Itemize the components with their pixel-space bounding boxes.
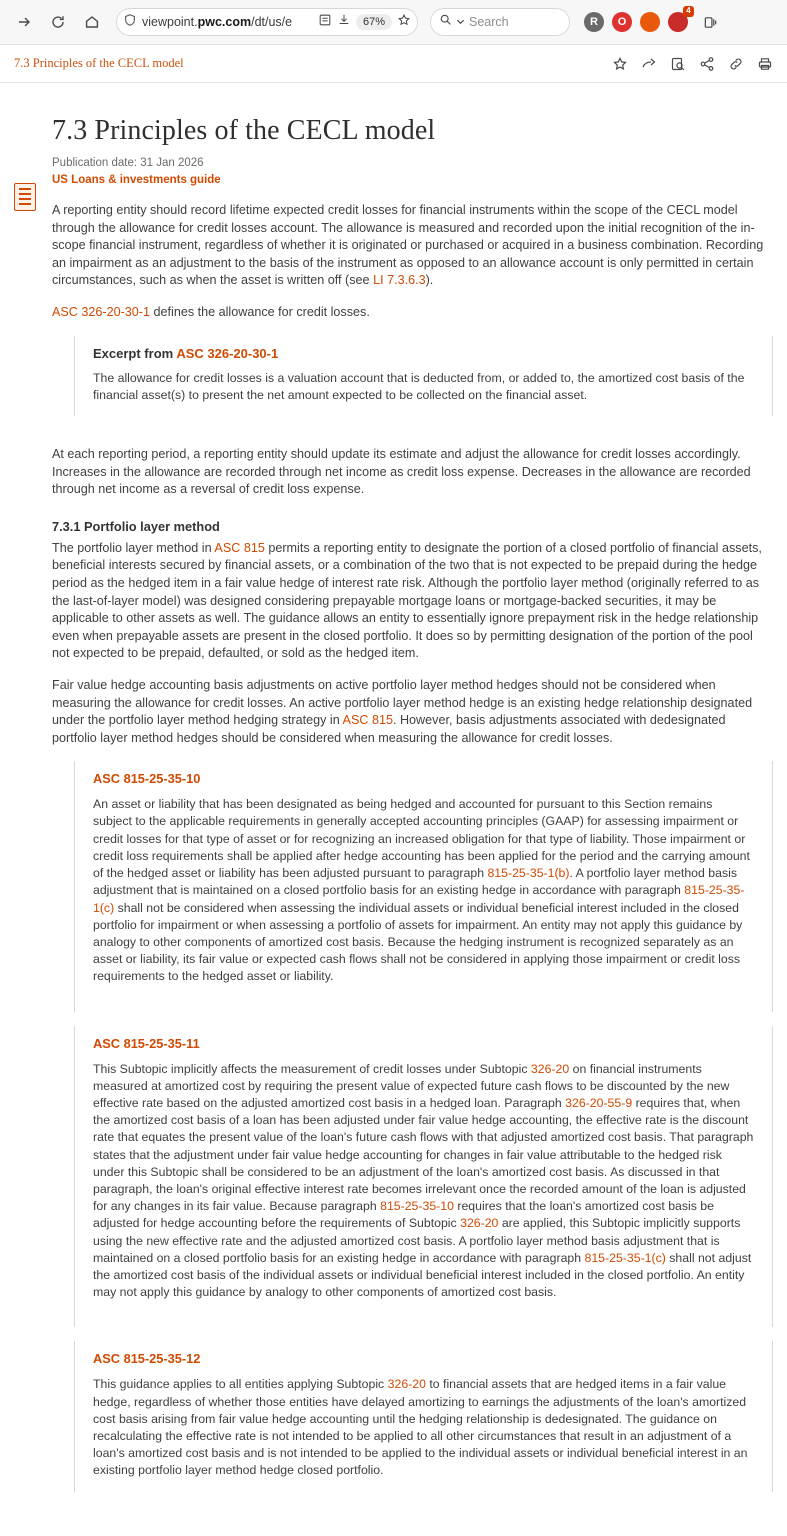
asc-block-heading: ASC 815-25-35-11 [93,1035,200,1051]
intro-paragraph-2: ASC 326-20-30-1 defines the allowance for credit losses. [52,304,370,319]
zoom-level[interactable]: 67% [356,14,392,30]
search-icon [439,13,452,31]
search-placeholder: Search [469,15,509,29]
after-excerpt-paragraph: At each reporting period, a reporting entity should update its estimate and adjust the allowance for credit losses accordingly. Increases in the allowance are recorded through net income as credit loss expense. Decreases in the allowance are recorded through net income as a reversal of credit loss expense. [52,446,751,497]
link-815-25-35-1-b-[interactable]: 815-25-35-1(b) [487,866,570,881]
link-326-20[interactable]: 326-20 [460,1216,499,1231]
asc-block-heading: ASC 815-25-35-12 [93,1351,201,1367]
extension-orange-icon[interactable] [640,12,660,32]
section-heading-7-3-1: 7.3.1 Portfolio layer method [52,518,220,534]
chevron-down-icon[interactable] [456,13,465,31]
home-icon[interactable] [78,8,106,36]
reader-view-icon[interactable] [318,13,332,32]
star-icon[interactable] [397,13,411,32]
extension-badge-icon[interactable] [668,6,691,32]
portfolio-paragraph-1: The portfolio layer method in ASC 815 permits a reporting entity to designate the portion of a closed portfolio of financial assets, beneficial interests secured by financial assets, or a combination of the two that is not expected to be prepaid during the hedge period as the hedged item in a fair value hedge of interest rate risk. Although the portfolio layer method (originally referred to as the last-of-layer model) was designed considering prepayable mortgage loans or mortgage-backed securities, it may be applicable to other assets as well. The guidance allows an entity to essentially ignore prepayment risk in the hedge relationship even when prepayable assets are present in the closed portfolio. It does so by permitting designation of the portion of the pool not expected to be prepaid, defaulted, or sold as the hedged item. [52,540,762,661]
document-body [0,83,787,1536]
share-arrow-icon[interactable] [641,56,657,72]
guide-link[interactable]: US Loans & investments guide [52,174,221,186]
breadcrumb[interactable]: 7.3 Principles of the CECL model [14,56,184,70]
asc-block-text: This guidance applies to all entities applying Subtopic 326-20 to financial assets that are hedged items in a fair value hedge, regardless of whether those entities have delayed amortizing to earnings the adjustments of the loan's amortized cost basis arising from fair value hedge accounting until the hedging relationship is dedesignated. The guidance on recalculating the effective rate is not intended to be applied to all other circumstances that result in an adjustment of a loan's amortized cost basis and is not intended to be applied to the individual assets or individual beneficial interest in an existing portfolio layer method hedge closed portfolio. [93,1377,748,1478]
save-icon[interactable] [337,13,351,32]
share-nodes-icon[interactable] [699,56,715,72]
excerpt-text: The allowance for credit losses is a valuation account that is deducted from, or added to, the amortized cost basis of the financial asset(s) to present the net amount expected to be collected on the financial asset. [93,370,745,402]
extension-icons [584,8,724,36]
excerpt-heading: Excerpt from ASC 326-20-30-1 [93,345,279,361]
page-title: 7.3 Principles of the CECL model [52,115,436,146]
forward-arrow-icon[interactable] [10,8,38,36]
link-asc-326-20-30-1[interactable]: ASC 326-20-30-1 [52,304,151,319]
link-icon[interactable] [728,56,744,72]
asc-block-815-25-35-11 [74,1026,773,1328]
shield-icon [123,13,137,32]
browser-toolbar [0,0,787,45]
site-toolbar [0,45,787,83]
asc-block-text: An asset or liability that has been designated as being hedged and accounted for pursuant to this Section remains subject to the applicable requirements in generally accepted accounting principles (GAAP) for assessing impairment or credit losses for that type of asset or for recognizing an increased obligation for that type of liability. Those impairment or credit loss requirements shall be applied after hedge accounting has been applied for the period and the carrying amount of the hedged asset or liability has been adjusted pursuant to paragraph 815-25-35-1(b). A portfolio layer method basis adjustment that is maintained on a closed portfolio basis for an existing hedge in accordance with paragraph 815-25-35-1(c) shall not be considered when assessing the individual assets or individual beneficial interest included in the closed portfolio for impairment or when assessing a portfolio of assets for impairment. An entity may not apply this guidance by analogy to other components of amortized cost basis. Because the hedging instrument is recognized separately as an asset or liability, its fair value or expected cash flows shall not be considered in applying those impairment or credit loss requirements to the hedged asset or liability. [93,797,750,984]
link-asc-815-b[interactable]: ASC 815 [342,713,393,728]
asc-block-815-25-35-12 [74,1341,773,1491]
document-meta [52,157,773,186]
intro-paragraph-1: A reporting entity should record lifetime expected credit losses for financial instruments within the scope of the CECL model through the allowance for credit losses account. The allowance is measured and recorded upon the initial recognition of the in-scope financial instrument, regardless of whether it is originated or purchased or acquired in a business combination. Recording an impairment as an adjustment to the basis of the instrument as opposed to an allowance account is only permitted in certain circumstances, such as when the asset is written off (see LI 7.3.6.3). [52,203,764,288]
excerpt-block [74,336,773,416]
link-li-7-3-6-3[interactable]: LI 7.3.6.3 [373,273,426,288]
print-icon[interactable] [757,56,773,72]
favorite-icon[interactable] [612,56,628,72]
address-bar[interactable] [116,8,418,36]
link-326-20[interactable]: 326-20 [387,1377,426,1392]
extension-badge-count: 4 [683,6,694,17]
portfolio-paragraph-2: Fair value hedge accounting basis adjustments on active portfolio layer method hedges should not be considered when measuring the allowance for credit losses. An active portfolio layer method hedge is an existing hedge relationship designated under the portfolio layer method hedging strategy in ASC 815. However, basis adjustments associated with dedesignated portfolio layer method hedges should be considered when measuring the allowance for credit losses. [52,677,753,745]
extension-opera-icon[interactable]: O [612,12,632,32]
collections-icon[interactable] [696,8,724,36]
reload-icon[interactable] [44,8,72,36]
asc-block-815-25-35-10 [74,761,773,1011]
find-icon[interactable] [670,56,686,72]
asc-block-text: This Subtopic implicitly affects the measurement of credit losses under Subtopic 326-20 on financial instruments measured at amortized cost by requiring the present value of expected future cash flows to be discounted by the new effective rate based on the adjusted amortized cost basis in a hedged loan. Paragraph 326-20-55-9 requires that, when the amortized cost basis of a loan has been adjusted under fair value hedge accounting, the effective rate is the discount rate that equates the present value of the loan's future cash flows with that adjusted amortized cost basis. That paragraph states that the adjustment under fair value hedge accounting for changes in fair value attributable to the hedged risk under this Subtopic shall be considered to be an adjustment of the loan's amortized cost basis. As discussed in that paragraph, the loan's original effective interest rate becomes irrelevant once the recorded amount of the loan is adjusted for any changes in its fair value. Because paragraph 815-25-35-10 requires that the loan's amortized cost basis be adjusted for hedge accounting before the requirements of Subtopic 326-20 are applied, this Subtopic implicitly supports using the new effective rate and the adjusted amortized cost basis. A portfolio layer method basis adjustment that is maintained on a closed portfolio basis for an existing hedge in accordance with paragraph 815-25-35-1(c) shall not adjust the amortized cost basis of the individual assets or individual beneficial interest included in the closed portfolio. An entity may not apply this guidance by analogy to other components of amortized cost basis. [93,1061,754,1300]
link-326-20[interactable]: 326-20 [530,1061,570,1076]
link-815-25-35-1-c-[interactable]: 815-25-35-1(c) [584,1250,666,1265]
link-815-25-35-10[interactable]: 815-25-35-10 [380,1199,454,1214]
toolbar-actions [612,56,773,72]
link-815-25-35-1-c-[interactable]: 815-25-35-1(c) [93,883,745,915]
link-326-20-55-9[interactable]: 326-20-55-9 [565,1095,633,1110]
publication-date: Publication date: 31 Jan 2026 [52,157,204,169]
link-asc-815-a[interactable]: ASC 815 [214,540,265,555]
extension-r-icon[interactable]: R [584,12,604,32]
search-box[interactable] [430,8,570,36]
url-text: viewpoint.pwc.com/dt/us/e [142,15,293,29]
guide-book-icon [14,183,36,211]
asc-block-heading: ASC 815-25-35-10 [93,771,201,787]
